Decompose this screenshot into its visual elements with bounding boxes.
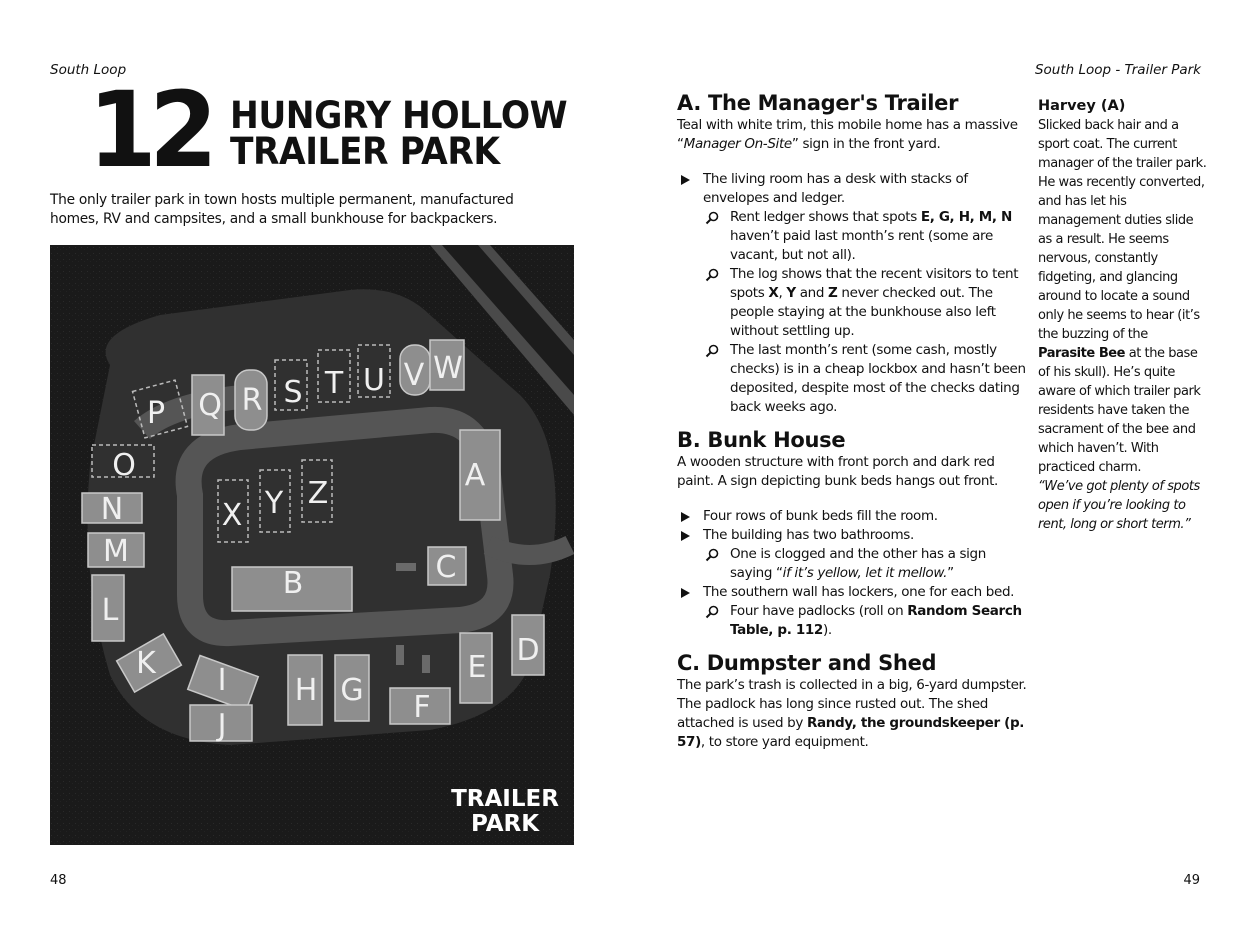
lot-label: S <box>283 375 303 410</box>
lot-label: G <box>340 673 364 708</box>
lot-label: P <box>146 396 166 431</box>
magnifier-icon <box>705 211 719 225</box>
lot-label: M <box>103 534 129 569</box>
lot-label: V <box>403 358 425 393</box>
dumpster <box>396 563 416 571</box>
section-a-heading: A. The Manager's Trailer <box>677 91 959 115</box>
section-b-heading: B. Bunk House <box>677 428 846 452</box>
npc-sidebar <box>1038 96 1208 534</box>
magnifier-icon <box>705 344 719 358</box>
trailer-park-map-svg <box>50 245 574 845</box>
lot-label: E <box>467 650 487 685</box>
npc-name: Harvey (A) <box>1038 98 1126 114</box>
map-caption-line2: PARK <box>470 811 540 837</box>
running-header-right: South Loop - Trailer Park <box>1034 62 1201 78</box>
map-caption-line1: TRAILER <box>451 786 559 812</box>
lot-label: A <box>464 458 486 493</box>
lot-label: K <box>136 646 156 681</box>
magnifier-icon <box>705 605 719 619</box>
lot-label: L <box>101 593 119 628</box>
npc-description: Slicked back hair and a sport coat. The current manager of the trailer park. He was recently converted, and has let his management duties slide as a result. He seems nervous, constantly fidgeting, and glancing around to locate a sound only he seems to hear (it’s the buzzing of the Parasite Bee at the base of his skull). He’s quite aware of which trailer park residents have taken the sacrament of the bee and which haven’t. With practiced charm. <box>1038 118 1207 475</box>
lot-label: W <box>433 351 463 386</box>
lot-label: B <box>282 566 304 601</box>
lot-label: Z <box>307 476 329 511</box>
running-header-left: South Loop <box>50 62 127 78</box>
section-a <box>677 90 1027 417</box>
section-b-bullet: The building has two bathrooms. <box>677 526 1027 545</box>
section-c <box>677 650 1027 752</box>
lot-label: O <box>112 448 136 483</box>
lot-label: C <box>435 550 457 585</box>
lot-label: X <box>221 498 243 533</box>
lot-label: Y <box>264 486 284 521</box>
lot-label: H <box>294 673 318 708</box>
section-b-bullet: Four rows of bunk beds fill the room. <box>677 507 1027 526</box>
section-c-description: The park’s trash is collected in a big, 6-yard dumpster. The padlock has long since rusted out. The shed attached is used by Randy, the groundskeeper (p. 57), to store yard equipment. <box>677 677 1027 750</box>
section-b-bullet: The southern wall has lockers, one for each bed. <box>677 583 1027 602</box>
section-c-heading: C. Dumpster and Shed <box>677 651 937 675</box>
page-number-right: 49 <box>1183 873 1200 888</box>
npc-quote: “We’ve got plenty of spots open if you’re looking to rent, long or short term.” <box>1038 479 1200 532</box>
lot-label: T <box>324 366 344 401</box>
page-number-left: 48 <box>50 873 67 888</box>
lot-label: Q <box>198 388 222 423</box>
lot-label: D <box>516 633 540 668</box>
lot-label: R <box>241 383 263 418</box>
lot-label: F <box>413 690 431 725</box>
section-b <box>677 427 1027 640</box>
magnifier-icon <box>705 548 719 562</box>
section-a-clue: The last month’s rent (some cash, mostly checks) is in a cheap lockbox and hasn’t been deposited, despite most of the checks dating back weeks ago. <box>677 341 1027 417</box>
section-b-clue: Four have padlocks (roll on Random Search Table, p. 112). <box>677 602 1027 640</box>
lot-label: N <box>100 492 124 527</box>
location-title <box>230 94 568 173</box>
location-title-line2: TRAILER PARK <box>230 130 500 173</box>
section-a-clue: The log shows that the recent visitors to tent spots X, Y and Z never checked out. The people staying at the bunkhouse also left without settling up. <box>677 265 1027 341</box>
magnifier-icon <box>705 268 719 282</box>
location-intro: The only trailer park in town hosts multiple permanent, manufactured homes, RV and campsites, and a small bunkhouse for backpackers. <box>50 192 514 227</box>
location-title-line1: HUNGRY HOLLOW <box>230 94 568 137</box>
lot-label: J <box>217 708 227 743</box>
trailer-park-map <box>50 245 574 845</box>
main-column <box>677 90 1027 758</box>
section-a-description: Teal with white trim, this mobile home has a massive “Manager On-Site” sign in the front yard. <box>677 117 1018 152</box>
location-number: 12 <box>88 69 211 191</box>
section-a-clue: Rent ledger shows that spots E, G, H, M, N haven’t paid last month’s rent (some are vacant, but not all). <box>677 208 1027 265</box>
section-b-clue: One is clogged and the other has a sign saying “if it’s yellow, let it mellow.” <box>677 545 1027 583</box>
section-a-bullet: The living room has a desk with stacks of envelopes and ledger. <box>677 170 1027 208</box>
lot-label: U <box>363 363 385 398</box>
lot-label: I <box>217 663 227 698</box>
section-b-description: A wooden structure with front porch and dark red paint. A sign depicting bunk beds hangs out front. <box>677 454 998 489</box>
